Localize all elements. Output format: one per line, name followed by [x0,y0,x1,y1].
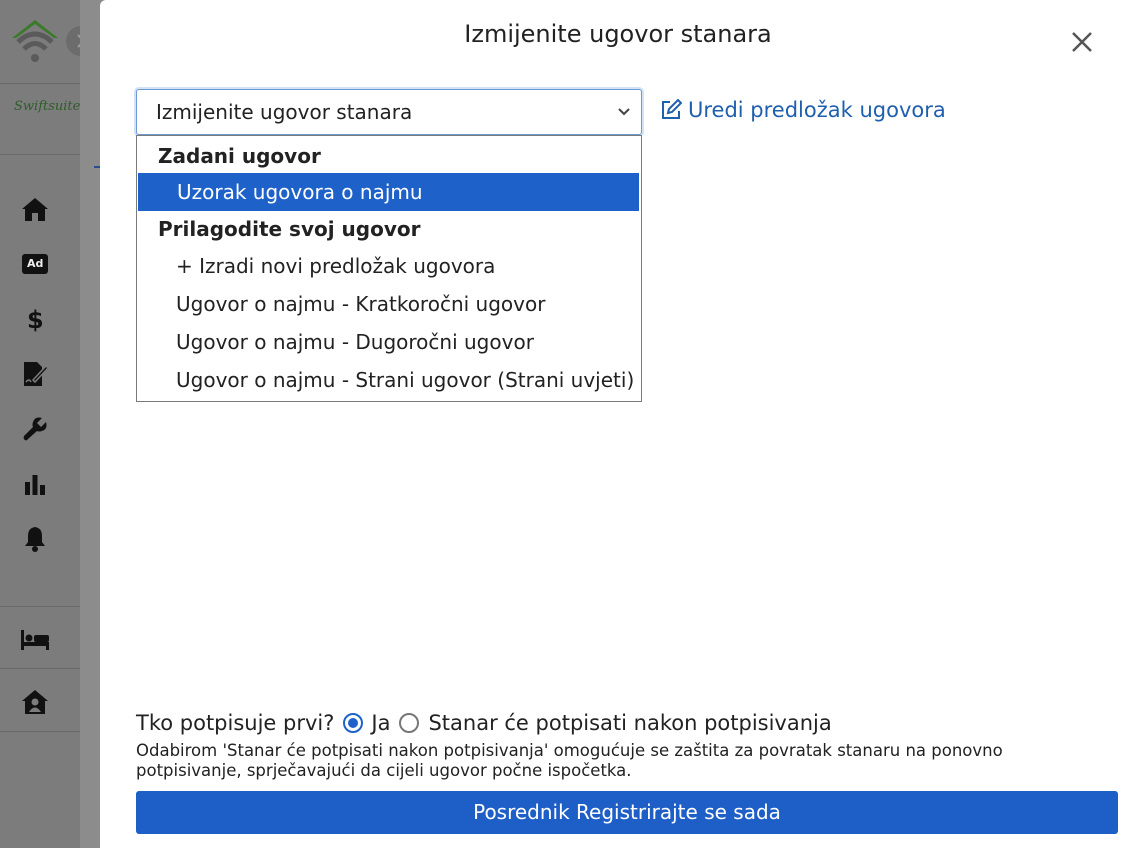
house-user-icon [21,689,49,715]
nav-contracts[interactable] [18,357,52,391]
signing-note: Odabirom 'Stanar će potpisati nakon potpisivanja' omogućuje se zaštita za povratak stanaru na ponovno potpisivanje, sprječavajući da cijeli ugovor počne ispočetka. [136,741,1003,780]
close-button[interactable] [1064,24,1100,60]
nav-tenant-home[interactable] [18,685,52,719]
ad-icon-label: Ad [27,257,44,270]
wifi-logo-icon [10,16,60,66]
logo-area [0,0,80,84]
bar-chart-icon [23,472,47,496]
bed-icon [20,629,50,651]
sidebar [0,0,80,848]
radio-tenant-after[interactable] [399,713,419,733]
wrench-icon [22,416,48,442]
sidebar-divider [0,606,80,607]
option-foreign[interactable]: Ugovor o najmu - Strani ugovor (Strani uvjeti) [176,368,635,392]
nav-maintenance[interactable] [18,412,52,446]
radio-tenant-after-label: Stanar će potpisati nakon potpisivanja [428,711,832,735]
option-short-term[interactable]: Ugovor o najmu - Kratkoročni ugovor [176,292,546,316]
radio-me-label: Ja [371,711,391,735]
svg-text:$: $ [27,306,44,333]
radio-me[interactable] [343,713,363,733]
option-group-label: Prilagodite svoj ugovor [158,217,421,241]
option-group-label: Zadani ugovor [158,144,321,168]
select-value: Izmijenite ugovor stanara [156,100,413,124]
brand-logo[interactable]: Swiftsuite [14,99,81,114]
edit-icon [660,99,682,121]
contract-template-select[interactable] [136,89,642,135]
chevron-down-icon [617,107,631,117]
sidebar-divider [0,731,80,732]
option-sample-lease[interactable]: Uzorak ugovora o najmu [138,173,639,211]
sidebar-divider [0,668,80,669]
register-agent-button[interactable]: Posrednik Registrirajte se sada [136,791,1118,834]
dollar-icon [26,305,44,333]
signing-question: Tko potpisuje prvi? [136,711,335,735]
edit-contract-modal [100,0,1136,848]
bell-icon [23,525,47,553]
nav-reports[interactable] [18,467,52,501]
home-icon [21,196,49,222]
page-backdrop [80,0,100,848]
option-create-template[interactable]: + Izradi novi predložak ugovora [176,254,496,278]
template-dropdown-list [136,135,642,402]
option-long-term[interactable]: Ugovor o najmu - Dugoročni ugovor [176,330,534,354]
nav-home[interactable] [18,192,52,226]
nav-notifications[interactable] [18,522,52,556]
modal-title: Izmijenite ugovor stanara [464,20,772,48]
edit-template-label: Uredi predložak ugovora [688,98,946,122]
nav-ads[interactable] [18,247,52,281]
edit-template-link[interactable] [660,98,946,122]
brand-area [0,85,80,155]
nav-finance[interactable] [18,302,52,336]
signing-order-row [136,711,832,735]
nav-bookings[interactable] [18,623,52,657]
signature-icon [21,360,49,388]
close-icon [1071,31,1093,53]
